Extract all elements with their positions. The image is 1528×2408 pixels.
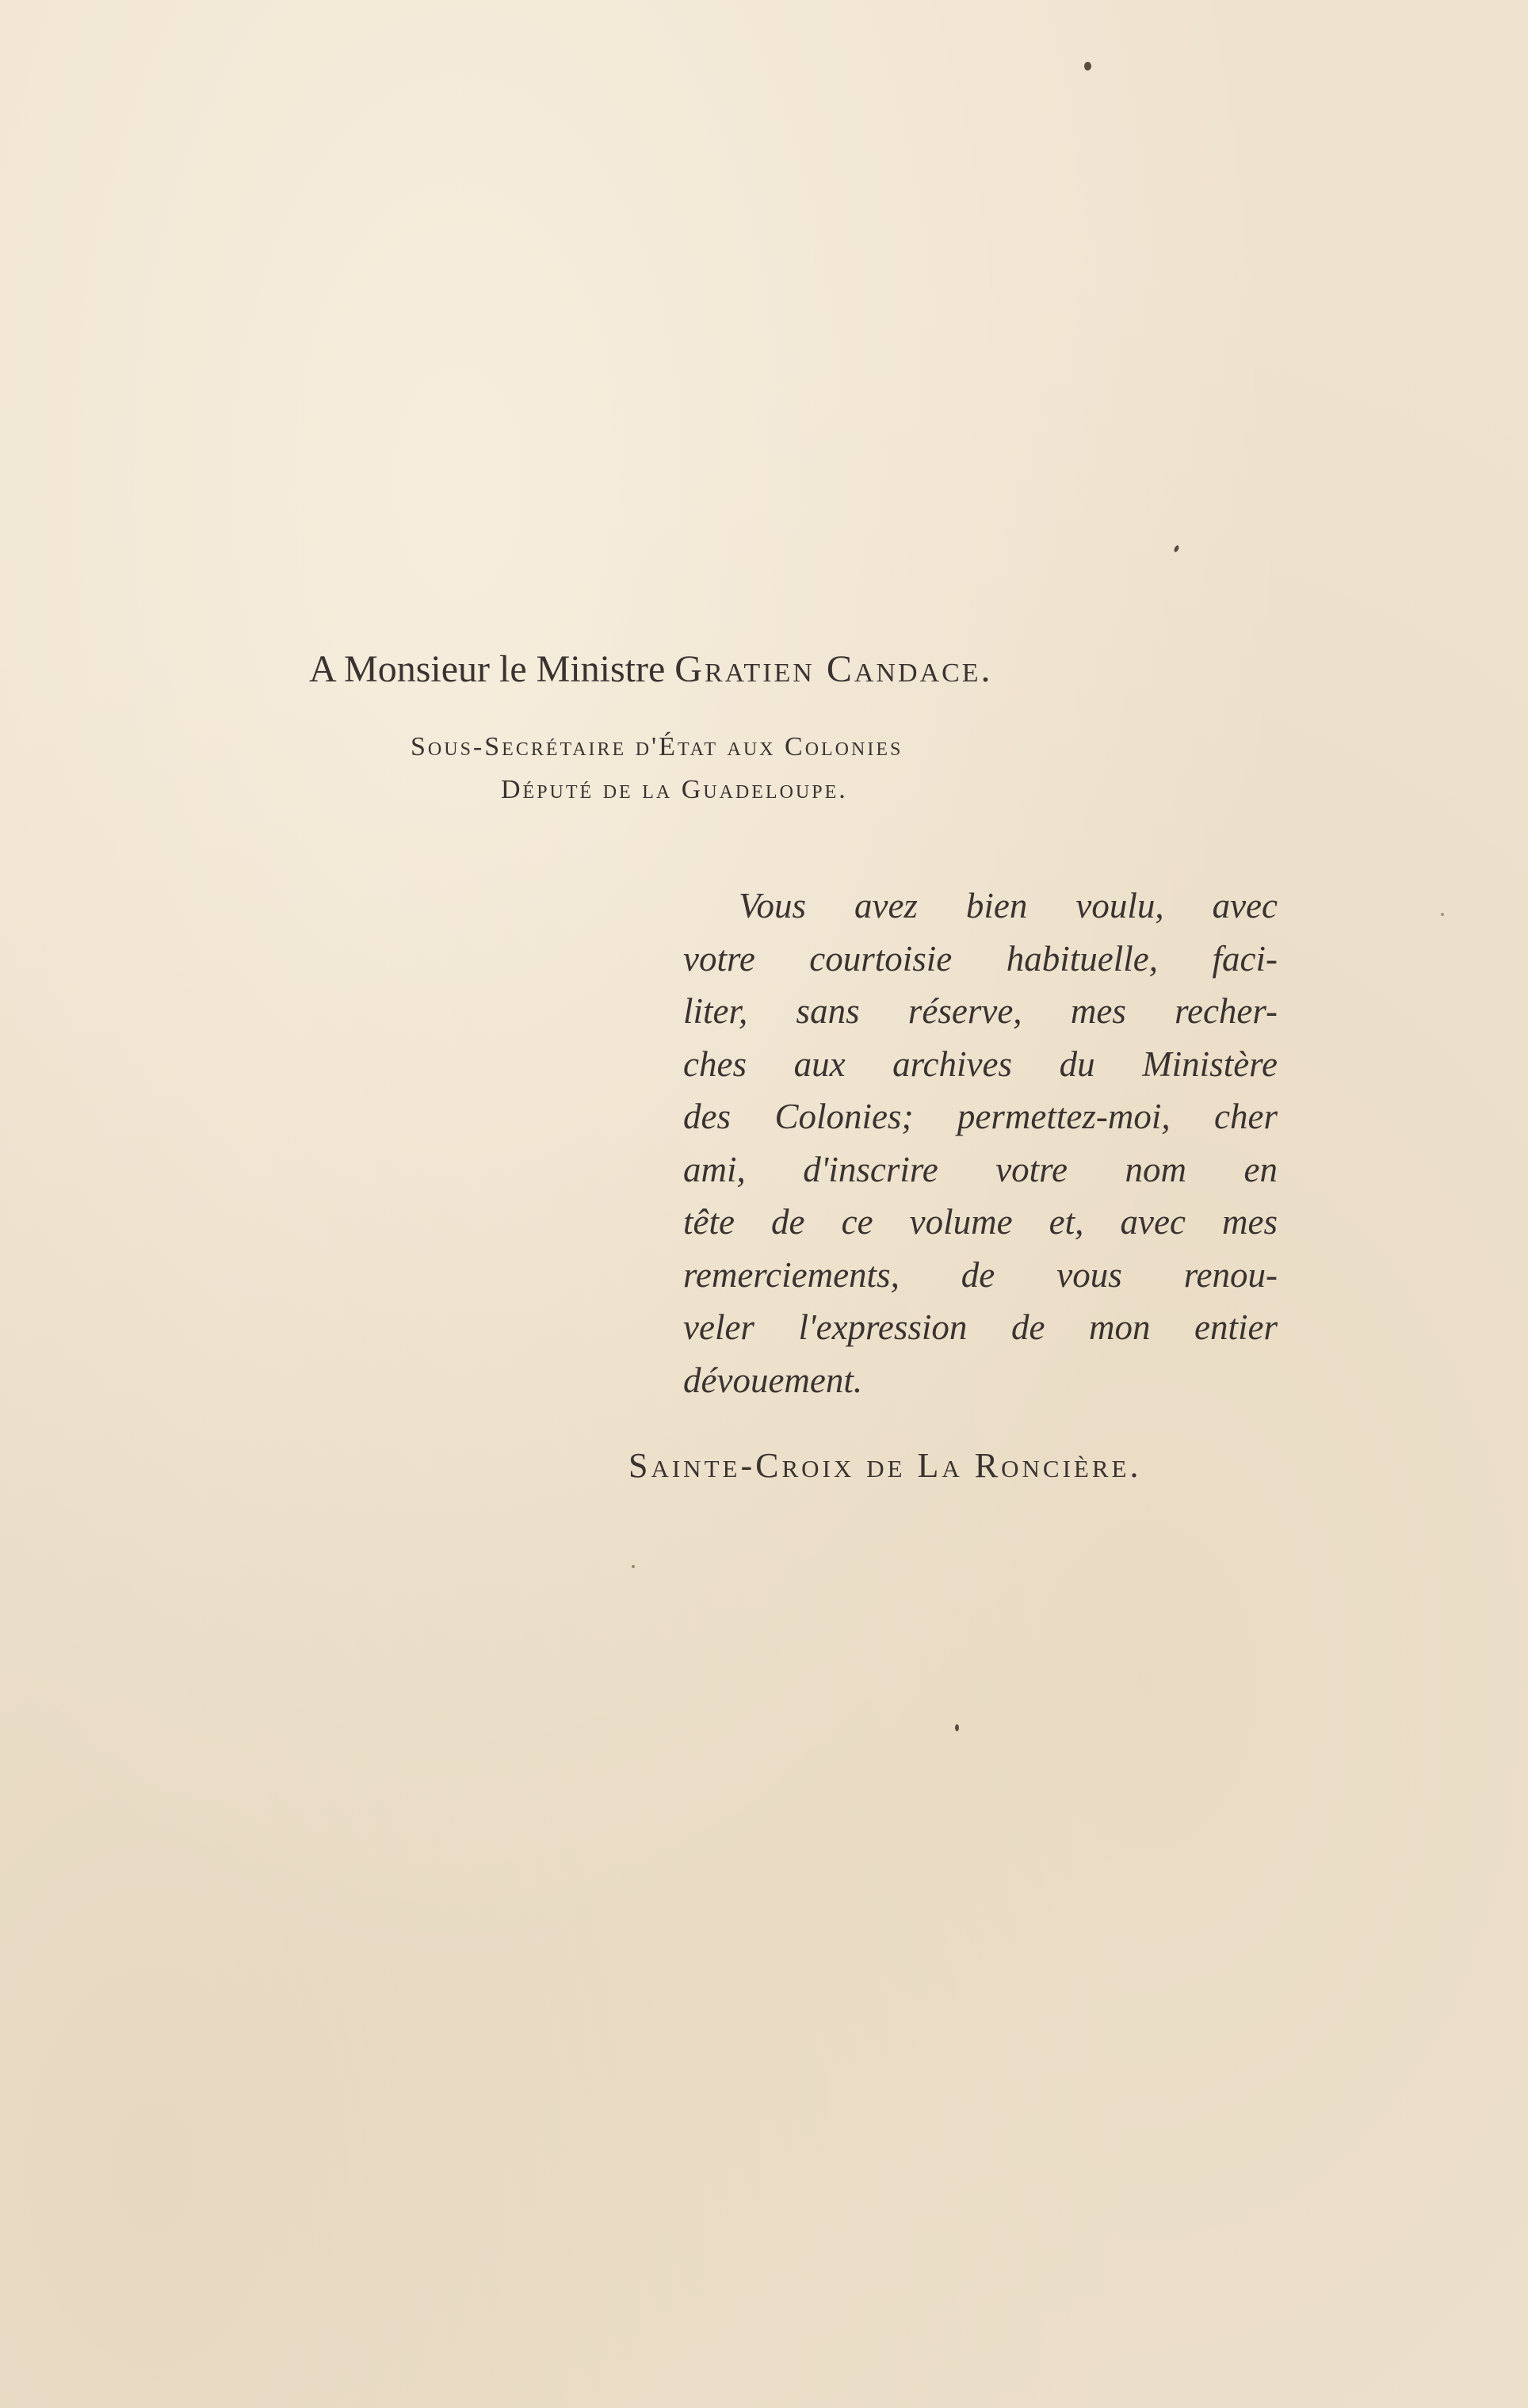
- letter-line: liter, sans réserve, mes recher-: [683, 991, 1278, 1031]
- letter-line: votre courtoisie habituelle, faci-: [683, 938, 1278, 979]
- dedicatee-name: Gratien Candace.: [674, 648, 993, 690]
- letter-line: tête de ce volume et, avec mes: [683, 1202, 1278, 1242]
- dedication-letter: [683, 880, 1278, 1406]
- letter-line: ches aux archives du Ministère: [683, 1044, 1278, 1084]
- dedication-prefix: A Monsieur le Ministre: [309, 648, 666, 690]
- letter-line: Vous avez bien voulu, avec: [739, 886, 1278, 925]
- letter-line: des Colonies; permettez-moi, cher: [683, 1097, 1278, 1136]
- paper-speck: [1084, 62, 1091, 71]
- paper-speck: [1441, 913, 1444, 916]
- paper-speck: [632, 1565, 635, 1568]
- author-signature: Sainte-Croix de La Roncière.: [628, 1446, 1142, 1485]
- dedicatee-title-1: Sous-Secrétaire d'État aux Colonies: [411, 732, 903, 761]
- dedication-line: [309, 638, 993, 701]
- paper-speck: [955, 1724, 959, 1731]
- paper-speck: [1173, 544, 1179, 552]
- letter-line: remerciements, de vous renou-: [683, 1254, 1278, 1295]
- dedicatee-title-2: Député de la Guadeloupe.: [501, 775, 848, 804]
- letter-line: dévouement.: [683, 1360, 863, 1400]
- letter-line: veler l'expression de mon entier: [683, 1307, 1278, 1347]
- letter-line: ami, d'inscrire votre nom en: [683, 1149, 1278, 1189]
